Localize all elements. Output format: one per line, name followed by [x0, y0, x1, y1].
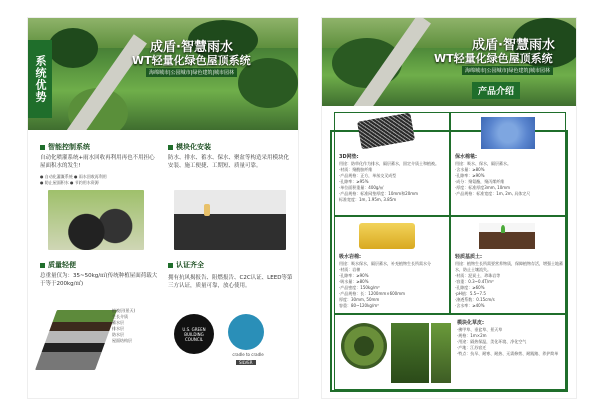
soil-photo [479, 223, 535, 249]
c2c-label: cradle to cradle [232, 352, 264, 357]
mesh-photo [357, 113, 415, 150]
product-name: 3D网垫: [339, 154, 359, 160]
product-card-turf [334, 314, 566, 390]
hero-tagline: 海绵城市|公园城市|绿色建筑|城市园林 [146, 68, 237, 77]
product-desc: 用途：植物生长所需要营养物质，保障植物存活，增强土地蓄水，防止土壤流失。 ·材质：泥炭土，珍珠岩等 ·容重：0.3~0.4T/m³ ·孔隙度：≥60% ·pH值：5.5~7.5 ·渗透系数：0.15cm/s ·含水率：≥40% [455, 261, 563, 308]
product-card-soil [450, 216, 566, 314]
product-section-title: 产品介绍 [472, 82, 520, 99]
section-text-module: 防水、排水、蓄水、保水、聚盆等构造采用模块化安装、施工便捷、工期短、质量可靠。 [168, 155, 290, 169]
layer-labels: 植被层(景天) 生长介质 蓄水层 排水层 防水层 屋面结构层 [112, 308, 136, 343]
right-page [322, 18, 576, 398]
roof-install-photo [174, 190, 286, 250]
product-name: 模块化草皮: [457, 320, 485, 326]
section-title-cert: 认证齐全 [168, 260, 204, 270]
hero-image-right [322, 18, 576, 106]
product-card-rock-wool [334, 216, 450, 314]
turf-roll-photo [341, 323, 387, 369]
product-desc: 用途：吸水、保水，隔层蓄水。 ·含水量：≥80% ·孔隙率：≥90% ·成分：聚氨酯，聚丙烯纤维 ·厚度：标准厚度3mm, 10mm ·产品规格：标准宽度：1m, 2m, 具体定尺 [455, 161, 531, 196]
product-desc: 用途：防草化作为排水，隔层蓄水，固定介质土和植被。 ·材质：聚酰胺纤维 ·产品规格：正方，单丝交叉成型 ·孔隙率：≥95% ·单位面积重量：400g/㎡ ·产品规格：标准网垫厚度：10mm和20mm 标准宽度：1m, 1.95m, 3.85m [339, 161, 439, 202]
hero-image [28, 18, 298, 130]
hero-tagline-right: 海绵城市|公园城市|绿色建筑|城市园林 [462, 66, 553, 75]
section-text-light: 总重量仅为：35~50kg/㎡(传统种植屋面荷载大于等于200kg/㎡) [40, 273, 158, 287]
product-name: 保水棉毯: [455, 154, 477, 160]
rockwool-photo [359, 223, 415, 249]
usgbc-logo: U.S. GREEN BUILDING COUNCIL [174, 314, 214, 354]
section-text-control: 自动化喷灌系统+雨水回收再利用再也不用担心屋面积水的发生! [40, 155, 155, 169]
section-title-light: 质量轻便 [40, 260, 76, 270]
turf-photo-1 [391, 323, 429, 383]
left-page [28, 18, 298, 398]
c2c-logo [228, 314, 264, 350]
product-card-3d-mesh [334, 112, 450, 216]
product-desc: ·佛甲草、垂盆草、景天草 ·规格：1m×2m ·用途：隔热保温，美化环境、净化空气 ·产地：江苏宿迁 ·特点：抗旱、耐寒、耐热、无需修剪、耐践踏、养护简单 [457, 327, 559, 356]
planter-photo [48, 190, 144, 250]
section-text-cert: 拥有抗风揭报告、阻燃报告、C2C认证、LEED等第三方认证，质量可靠，放心使用。 [168, 275, 293, 289]
turf-photo-2 [431, 323, 451, 383]
hero-subtitle: WT轻量化绿色屋顶系统 [132, 54, 251, 67]
product-desc: 用途：吸水保水，隔层蓄水，补充植物生长所需水分 ·材质：岩棉 ·孔隙率：≥90% ·吸水量：≥80% ·产品密度：150kg/m³ ·产品规格：长：1200mm×600mm 厚度：30mm, 50mm 容重：80~120kg/m³ [339, 261, 431, 308]
product-card-water-blanket [450, 112, 566, 216]
hero-subtitle-right: WT轻量化绿色屋顶系统 [434, 52, 553, 65]
product-name: 轻质基质土: [455, 254, 483, 260]
section-title-control: 智能控制系统 [40, 142, 90, 152]
c2c-badge: SILVER [236, 360, 256, 365]
hero-title: 成盾·智慧雨水 [150, 40, 233, 55]
section-title-module: 模块化安装 [168, 142, 211, 152]
blanket-photo [481, 117, 535, 149]
hero-title-right: 成盾·智慧雨水 [472, 38, 555, 53]
layer-diagram [35, 310, 117, 370]
product-name: 吸水岩棉: [339, 254, 361, 260]
control-bullets: ● 自动化灌溉系统 ● 雨水回收再利用 ● 防止屋面积水 ● 节约用水资源 [40, 174, 107, 185]
side-tab: 系统优势 [28, 40, 52, 118]
